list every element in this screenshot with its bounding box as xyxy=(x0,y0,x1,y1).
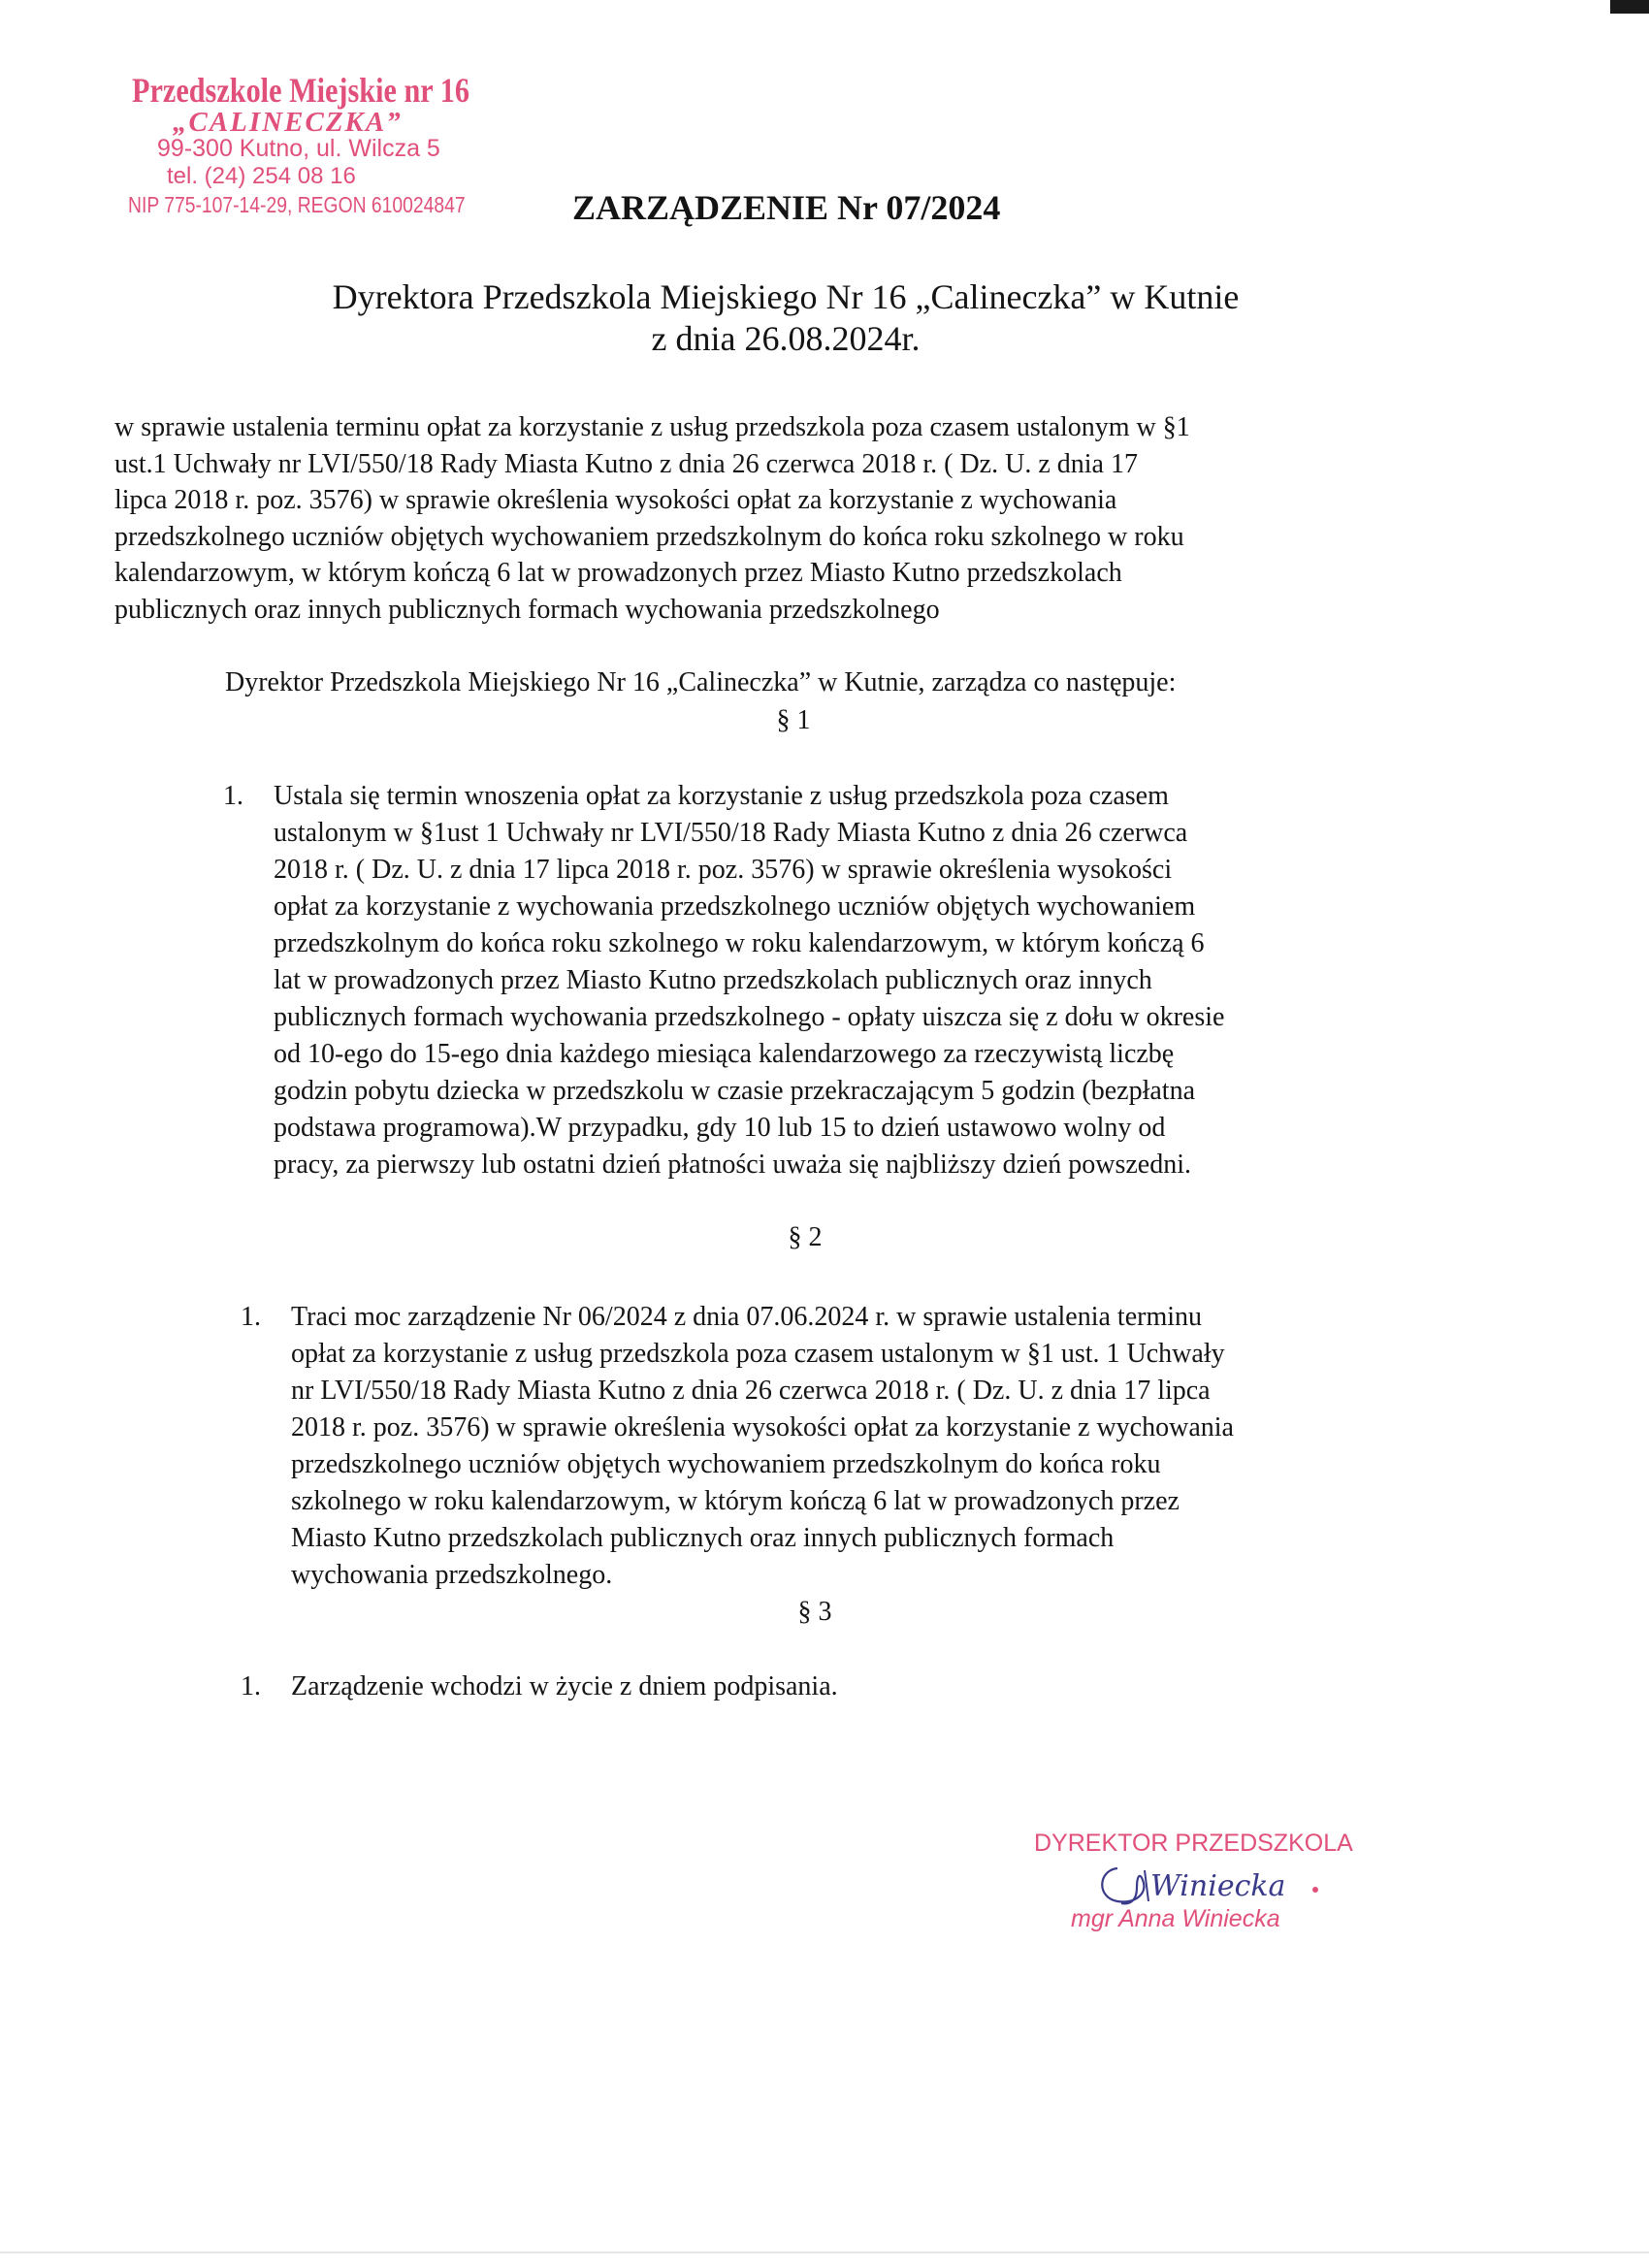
item-text xyxy=(291,1299,1234,1594)
item-line: 2018 r. poz. 3576) w sprawie określenia wysokości opłat za korzystanie z wychowania xyxy=(291,1412,1234,1442)
item-line: Traci moc zarządzenie Nr 06/2024 z dnia 07.06.2024 r. w sprawie ustalenia terminu xyxy=(291,1302,1203,1332)
subject-line: w sprawie ustalenia terminu opłat za korzystanie z usług przedszkola poza czasem ustalonym w §1 xyxy=(114,412,1190,442)
item-line: nr LVI/550/18 Rady Miasta Kutno z dnia 26 czerwca 2018 r. ( Dz. U. z dnia 17 lipca xyxy=(291,1376,1211,1406)
item-line: lat w prowadzonych przez Miasto Kutno przedszkolach publicznych oraz innych xyxy=(274,965,1152,995)
subject-line: przedszkolnego uczniów objętych wychowaniem przedszkolnym do końca roku szkolnego w roku xyxy=(114,521,1184,552)
document-date: z dnia 26.08.2024r. xyxy=(651,319,921,358)
item-line: opłat za korzystanie z usług przedszkola poza czasem ustalonym w §1 ust. 1 Uchwały xyxy=(291,1339,1225,1369)
document-issuer: Dyrektora Przedszkola Miejskiego Nr 16 „Calineczka” w Kutnie xyxy=(332,277,1240,316)
subject-line: publicznych oraz innych publicznych formach wychowania przedszkolnego xyxy=(114,594,940,625)
section-heading-3: § 3 xyxy=(797,1597,832,1627)
item-line: od 10-ego do 15-ego dnia każdego miesiąca kalendarzowego za rzeczywistą liczbę xyxy=(274,1039,1175,1069)
item-number: 1. xyxy=(241,1302,261,1332)
item-line: Zarządzenie wchodzi w życie z dniem podpisania. xyxy=(291,1671,838,1701)
signature-script: Winiecka xyxy=(1150,1869,1286,1903)
item-line: przedszkolnego uczniów objętych wychowaniem przedszkolnym do końca roku xyxy=(291,1449,1161,1479)
stamp-line-nip-regon: NIP 775-107-14-29, REGON 610024847 xyxy=(128,192,466,217)
item-line: szkolnego w roku kalendarzowym, w którym kończą 6 lat w prowadzonych przez xyxy=(291,1486,1180,1516)
item-line: publicznych formach wychowania przedszkolnego - opłaty uiszcza się z dołu w okresie xyxy=(274,1002,1225,1032)
item-line: godzin pobytu dziecka w przedszkolu w czasie przekraczającym 5 godzin (bezpłatna xyxy=(274,1076,1196,1106)
intro-statement: Dyrektor Przedszkola Miejskiego Nr 16 „Calineczka” w Kutnie, zarządza co następuje: xyxy=(225,667,1177,697)
stamp-line-address: 99-300 Kutno, ul. Wilcza 5 xyxy=(157,135,440,162)
item-line: opłat za korzystanie z wychowania przedszkolnego uczniów objętych wychowaniem xyxy=(274,891,1196,922)
scan-corner-mark xyxy=(1610,0,1649,14)
signature-name: mgr Anna Winiecka xyxy=(1071,1905,1280,1932)
item-line: ustalonym w §1ust 1 Uchwały nr LVI/550/18 Rady Miasta Kutno z dnia 26 czerwca xyxy=(274,818,1188,848)
item-line: podstawa programowa).W przypadku, gdy 10 lub 15 to dzień ustawowo wolny od xyxy=(274,1113,1166,1143)
stamp-line-name: Przedszkole Miejskie nr 16 xyxy=(132,71,469,110)
item-number: 1. xyxy=(223,781,243,811)
item-text xyxy=(274,778,1224,1183)
item-line: wychowania przedszkolnego. xyxy=(291,1560,613,1590)
item-line: Miasto Kutno przedszkolach publicznych oraz innych publicznych formach xyxy=(291,1523,1115,1553)
item-line: Ustala się termin wnoszenia opłat za korzystanie z usług przedszkola poza czasem xyxy=(274,781,1169,811)
subject-line: lipca 2018 r. poz. 3576) w sprawie określenia wysokości opłat za korzystanie z wychowania xyxy=(114,485,1117,515)
section-heading-1: § 1 xyxy=(776,705,811,735)
item-line: 2018 r. ( Dz. U. z dnia 17 lipca 2018 r. poz. 3576) w sprawie określenia wysokości xyxy=(274,855,1173,885)
subject-paragraph xyxy=(114,409,1405,628)
stamp-line-calineczka: „CALINECZKA” xyxy=(173,107,403,138)
document-title: ZARZĄDZENIE Nr 07/2024 xyxy=(572,188,1001,227)
item-line: pracy, za pierwszy lub ostatni dzień płatności uważa się najbliższy dzień powszedni. xyxy=(274,1150,1191,1180)
item-number: 1. xyxy=(241,1671,261,1701)
subject-line: kalendarzowym, w którym kończą 6 lat w prowadzonych przez Miasto Kutno przedszkolach xyxy=(114,558,1122,588)
signature-title: DYREKTOR PRZEDSZKOLA xyxy=(1034,1830,1353,1857)
item-line: przedszkolnym do końca roku szkolnego w roku kalendarzowym, w którym kończą 6 xyxy=(274,928,1205,958)
handwritten-signature xyxy=(1092,1855,1335,1913)
subject-line: ust.1 Uchwały nr LVI/550/18 Rady Miasta Kutno z dnia 26 czerwca 2018 r. ( Dz. U. z dnia 17 xyxy=(114,448,1138,479)
section-heading-2: § 2 xyxy=(788,1222,823,1252)
item-text xyxy=(291,1669,838,1705)
stamp-line-phone: tel. (24) 254 08 16 xyxy=(167,163,356,189)
scan-edge-line xyxy=(0,2252,1649,2253)
